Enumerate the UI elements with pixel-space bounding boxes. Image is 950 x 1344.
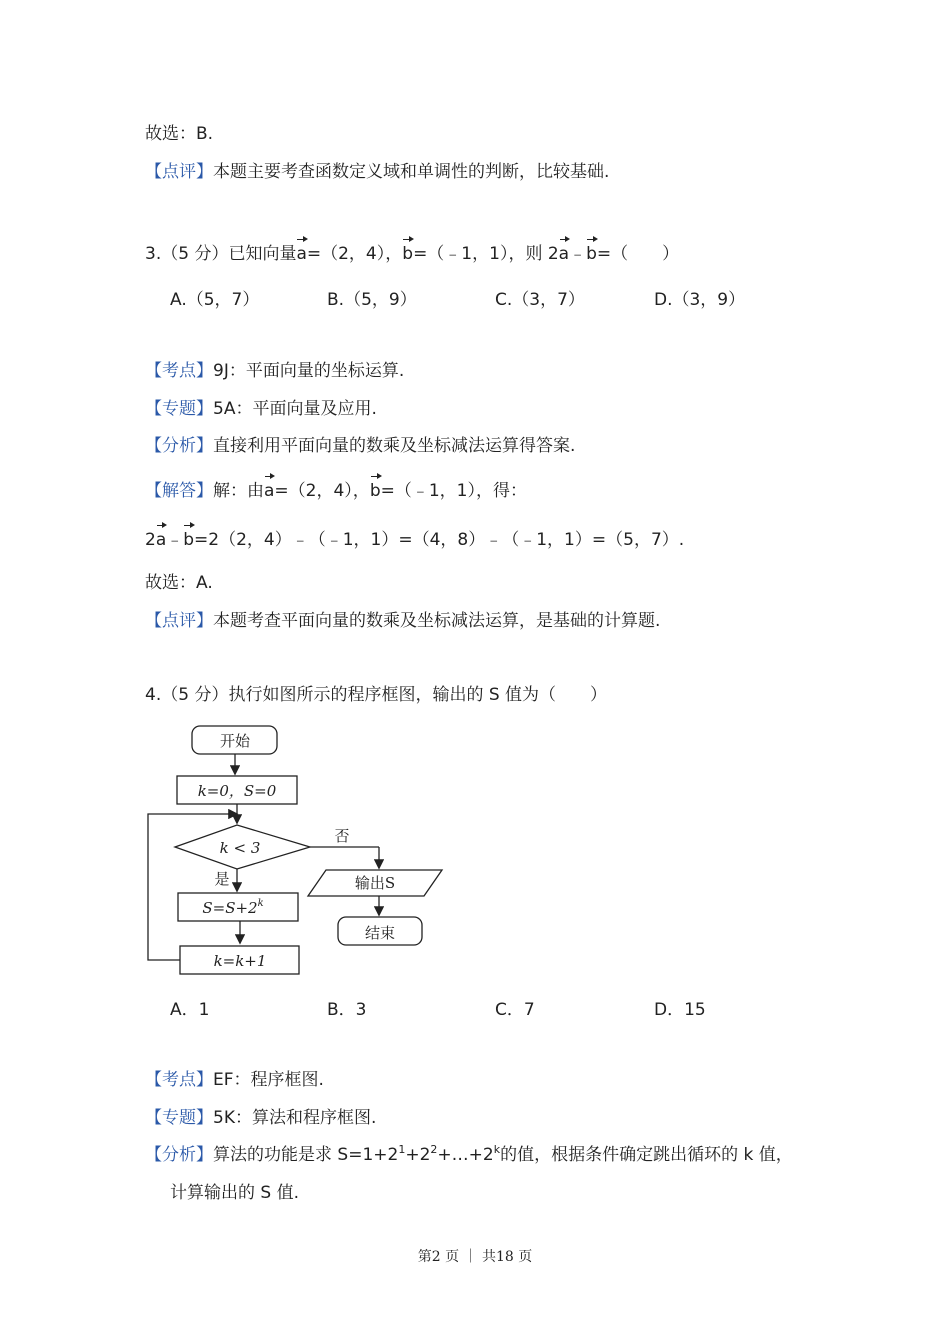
review-tag: 【点评】: [145, 162, 213, 182]
vector-a: a: [558, 244, 570, 264]
q3-stem-suffix: =（ ）: [596, 244, 680, 264]
init-label: k=0，S=0: [197, 782, 277, 800]
q3-option-a: A.（5，7）: [170, 290, 260, 310]
review-text: 本题主要考查函数定义域和单调性的判断，比较基础.: [213, 162, 610, 182]
prev-review: [145, 160, 609, 184]
q3-option-b: B.（5，9）: [327, 290, 417, 310]
q4-fenxi-line2: 计算输出的 S 值.: [170, 1183, 300, 1203]
q3-calc: [145, 528, 684, 552]
fenxi-part3: +…+2: [437, 1145, 494, 1165]
prev-answer: 故选：B.: [145, 124, 214, 144]
q3-stem-mid1: =（2，4），: [306, 244, 403, 264]
zhuanti-tag: 【专题】: [145, 399, 213, 419]
vector-b: b: [586, 244, 597, 264]
q4-option-d: D．15: [654, 1000, 706, 1020]
jieda-mid1: =（2，4），: [274, 481, 370, 501]
calc-two: 2: [145, 530, 156, 550]
fenxi-exp3: k: [493, 1143, 501, 1156]
q3-stem-minus: ﹣: [569, 244, 587, 264]
q3-stem: [145, 242, 679, 266]
flowchart: [140, 718, 460, 983]
q3-option-c: C.（3，7）: [495, 290, 585, 310]
vector-b: b: [402, 244, 414, 264]
page-footer: 第2 页 ｜ 共18 页: [417, 1249, 533, 1265]
update-k-label: k=k+1: [213, 952, 267, 970]
q4-option-b: B．3: [327, 1000, 367, 1020]
update-s-label: [202, 898, 263, 917]
q4-zhuanti: [145, 1106, 376, 1130]
yes-label: 是: [214, 870, 230, 888]
zhuanti-text: 5K：算法和程序框图.: [213, 1108, 377, 1128]
fenxi-part1: 算法的功能是求 S=1+2: [213, 1145, 399, 1165]
q3-stem-mid2: =（﹣1，1），则 2: [413, 244, 559, 264]
q4-stem: 4.（5 分）执行如图所示的程序框图，输出的 S 值为（ ）: [145, 685, 608, 705]
vector-b: b: [369, 481, 381, 501]
fenxi-part2: +2: [405, 1145, 431, 1165]
fenxi-tag: 【分析】: [145, 1145, 213, 1165]
review-tag: 【点评】: [145, 611, 213, 631]
fenxi-text: 直接利用平面向量的数乘及坐标减法运算得答案.: [213, 436, 576, 456]
end-label: 结束: [364, 924, 396, 942]
q3-kaodian: [145, 359, 404, 383]
q3-review: [145, 609, 660, 633]
fenxi-exp1: 1: [398, 1143, 406, 1156]
vector-a: a: [296, 244, 307, 264]
update-s-base: S=S+2: [202, 899, 258, 917]
update-s-exp: k: [257, 898, 264, 909]
q3-zhuanti: [145, 397, 377, 421]
q4-option-a: A．1: [170, 1000, 210, 1020]
kaodian-tag: 【考点】: [145, 1070, 213, 1090]
q3-option-d: D.（3，9）: [654, 290, 746, 310]
kaodian-text: 9J：平面向量的坐标运算.: [213, 361, 405, 381]
q3-jieda: [145, 479, 527, 503]
fenxi-tag: 【分析】: [145, 436, 213, 456]
zhuanti-tag: 【专题】: [145, 1108, 213, 1128]
zhuanti-text: 5A：平面向量及应用.: [213, 399, 377, 419]
vector-b: b: [183, 530, 195, 550]
q4-kaodian: [145, 1068, 324, 1092]
review-text: 本题考查平面向量的数乘及坐标减法运算，是基础的计算题.: [213, 611, 661, 631]
fenxi-part4: 的值，根据条件确定跳出循环的 k 值，: [500, 1145, 793, 1165]
q3-answer: 故选：A.: [145, 573, 213, 593]
q4-fenxi: [145, 1143, 793, 1167]
q3-fenxi: [145, 434, 575, 458]
condition-label: k < 3: [219, 839, 261, 857]
jieda-tag: 【解答】: [145, 481, 213, 501]
calc-minus: ﹣: [166, 530, 184, 550]
q4-option-c: C．7: [495, 1000, 535, 1020]
vector-a: a: [264, 481, 275, 501]
kaodian-text: EF：程序框图.: [213, 1070, 324, 1090]
start-label: 开始: [219, 732, 251, 750]
q3-stem-prefix: 3.（5 分）已知向量: [145, 244, 297, 264]
vector-a: a: [155, 530, 167, 550]
no-label: 否: [334, 827, 350, 845]
jieda-prefix: 解：由: [213, 481, 264, 501]
jieda-mid2: =（﹣1，1），得：: [380, 481, 527, 501]
output-label: 输出S: [354, 874, 396, 892]
fenxi-exp2: 2: [430, 1143, 438, 1156]
calc-rest: =2（2，4）﹣（﹣1，1）=（4，8）﹣（﹣1，1）=（5，7）.: [194, 530, 685, 550]
kaodian-tag: 【考点】: [145, 361, 213, 381]
